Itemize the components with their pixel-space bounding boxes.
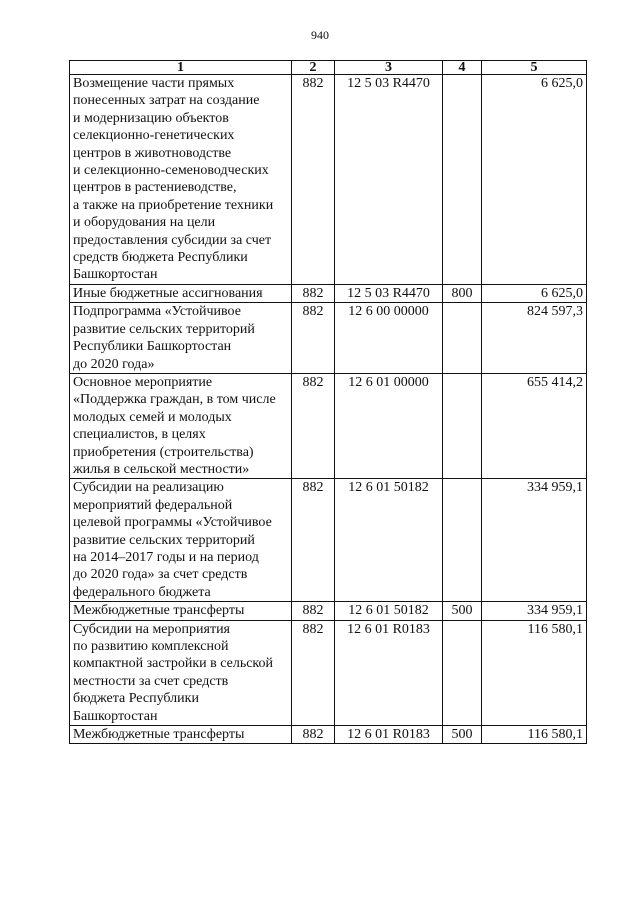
table-row: [70, 726, 587, 744]
table-row: [70, 479, 587, 602]
row-amount: 334 959,1: [482, 602, 587, 620]
row-ministry: 882: [292, 75, 335, 285]
page-number: 940: [311, 28, 329, 42]
row-name: Субсидии на мероприятия по развитию комплексной компактной застройки в сельской местности за счет средств бюджета Республики Башкортостан: [70, 620, 292, 725]
row-ministry: 882: [292, 479, 335, 602]
row-name: Иные бюджетные ассигнования: [70, 284, 292, 302]
column-header: 4: [443, 61, 482, 75]
row-type: 800: [443, 284, 482, 302]
row-amount: 116 580,1: [482, 726, 587, 744]
row-amount: 6 625,0: [482, 75, 587, 285]
row-ministry: 882: [292, 620, 335, 725]
table-row: [70, 602, 587, 620]
row-code: 12 6 01 R0183: [335, 620, 443, 725]
row-ministry: 882: [292, 373, 335, 478]
row-amount: 334 959,1: [482, 479, 587, 602]
row-ministry: 882: [292, 602, 335, 620]
row-name: Субсидии на реализацию мероприятий федеральной целевой программы «Устойчивое развитие сельских территорий на 2014–2017 годы и на период до 2020 года» за счет средств федерального бюджета: [70, 479, 292, 602]
column-header: 5: [482, 61, 587, 75]
row-name: Межбюджетные трансферты: [70, 602, 292, 620]
row-amount: 116 580,1: [482, 620, 587, 725]
row-type: [443, 479, 482, 602]
row-type: [443, 620, 482, 725]
row-ministry: 882: [292, 284, 335, 302]
row-code: 12 6 01 R0183: [335, 726, 443, 744]
row-code: 12 6 01 50182: [335, 602, 443, 620]
row-type: [443, 303, 482, 374]
row-amount: 6 625,0: [482, 284, 587, 302]
row-code: 12 5 03 R4470: [335, 284, 443, 302]
row-type: [443, 75, 482, 285]
column-header: 1: [70, 61, 292, 75]
row-type: 500: [443, 602, 482, 620]
row-code: 12 5 03 R4470: [335, 75, 443, 285]
row-type: [443, 373, 482, 478]
row-code: 12 6 01 50182: [335, 479, 443, 602]
row-code: 12 6 00 00000: [335, 303, 443, 374]
row-amount: 824 597,3: [482, 303, 587, 374]
row-amount: 655 414,2: [482, 373, 587, 478]
budget-table: [69, 60, 587, 744]
row-type: 500: [443, 726, 482, 744]
table-row: [70, 620, 587, 725]
table-row: [70, 303, 587, 374]
table-row: [70, 373, 587, 478]
table-row: [70, 75, 587, 285]
row-name: Возмещение части прямых понесенных затрат на создание и модернизацию объектов селекционно-генетических центров в животноводстве и селекционно-семеноводческих центров в растениеводстве, а также на приобретение техники и оборудования на цели предоставления субсидии за счет средств бюджета Республики Башкортостан: [70, 75, 292, 285]
row-name: Межбюджетные трансферты: [70, 726, 292, 744]
row-name: Подпрограмма «Устойчивое развитие сельских территорий Республики Башкортостан до 2020 года»: [70, 303, 292, 374]
row-ministry: 882: [292, 303, 335, 374]
table-header-row: [70, 61, 587, 75]
row-ministry: 882: [292, 726, 335, 744]
table-row: [70, 284, 587, 302]
row-name: Основное мероприятие «Поддержка граждан, в том числе молодых семей и молодых специалистов, в целях приобретения (строительства) жилья в сельской местности»: [70, 373, 292, 478]
row-code: 12 6 01 00000: [335, 373, 443, 478]
column-header: 2: [292, 61, 335, 75]
column-header: 3: [335, 61, 443, 75]
